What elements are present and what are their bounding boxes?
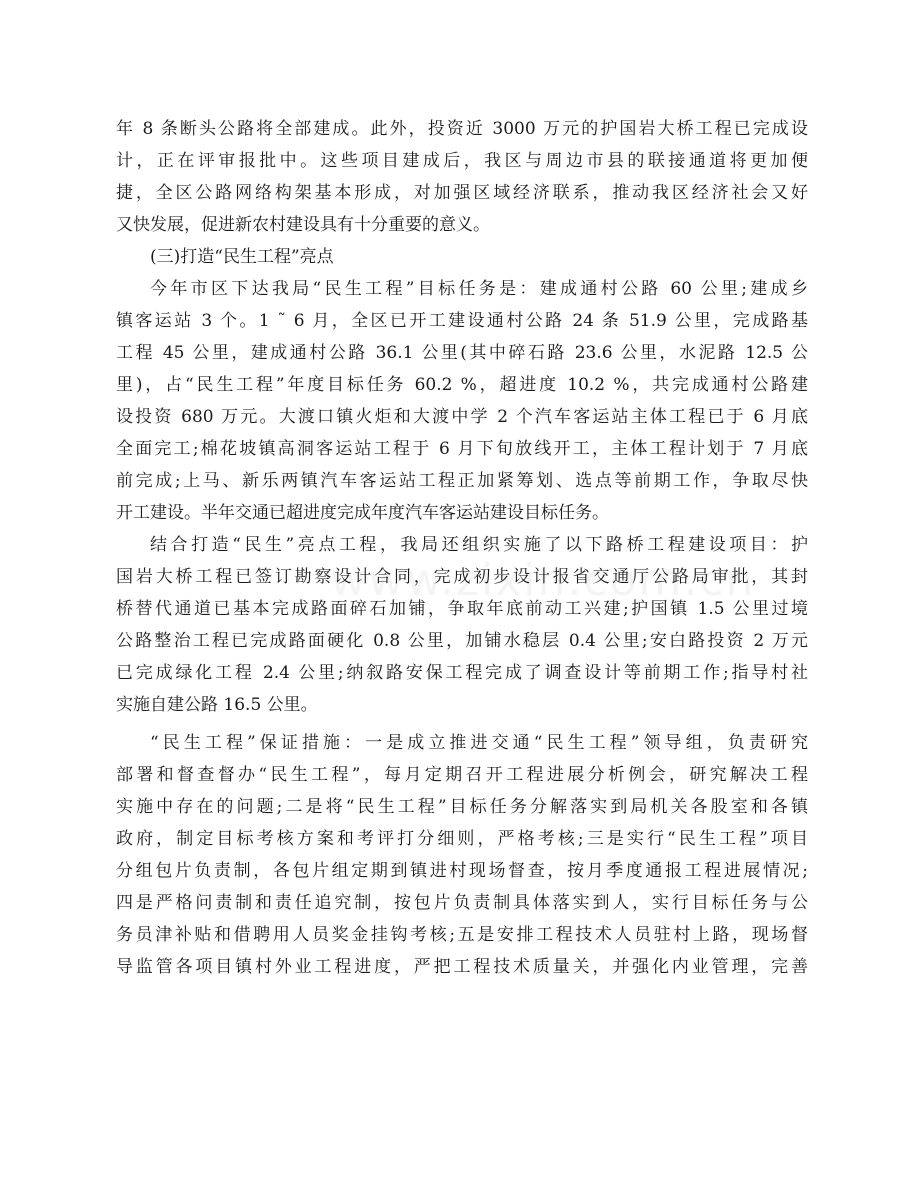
section-heading — [116, 241, 808, 273]
paragraph-projects — [116, 529, 808, 721]
text-line: 实施自建公路 16.5 公里。 — [116, 695, 318, 715]
text-line: 分组包片负责制，各包片组定期到镇进村现场督查，按月季度通报工程进展情况; — [116, 861, 808, 881]
heading-line: (三)打造“民生工程”亮点 — [150, 247, 334, 267]
text-line: 捷，全区公路网络构架基本形成，对加强区域经济联系，推动我区经济社会又好 — [116, 183, 808, 203]
text-line: 四是严格问责制和责任追究制，按包片负责制具体落实到人，实行目标任务与公 — [116, 893, 808, 913]
text-line: 国岩大桥工程已签订勘察设计合同，完成初步设计报省交通厅公路局审批，其封 — [116, 567, 808, 587]
text-line: 全面完工;棉花坡镇高洞客运站工程于 6 月下旬放线开工，主体工程计划于 7 月底 — [116, 439, 808, 459]
paragraph-continuation — [116, 113, 808, 241]
text-line: 导监管各项目镇村外业工程进度，严把工程技术质量关，并强化内业管理，完善 — [116, 957, 808, 977]
text-line: 桥替代通道已基本完成路面碎石加铺，争取年底前动工兴建;护国镇 1.5 公里过境 — [116, 599, 808, 619]
text-line: 公路整治工程已完成路面硬化 0.8 公里，加铺水稳层 0.4 公里;安白路投资 2 万元 — [116, 631, 808, 651]
text-line: 镇客运站 3 个。1 ˜ 6 月，全区已开工建设通村公路 24 条 51.9 公里，完成路基 — [116, 311, 808, 331]
text-line: 工程 45 公里，建成通村公路 36.1 公里(其中碎石路 23.6 公里，水泥路 12.5 公 — [116, 343, 808, 363]
text-line: 今年市区下达我局“民生工程”目标任务是：建成通村公路 60 公里;建成乡 — [150, 279, 808, 299]
text-line: 设投资 680 万元。大渡口镇火炬和大渡中学 2 个汽车客运站主体工程已于 6 月底 — [116, 407, 808, 427]
text-line: 年 8 条断头公路将全部建成。此外，投资近 3000 万元的护国岩大桥工程已完成设 — [116, 119, 808, 139]
paragraph-targets — [116, 273, 808, 529]
text-line: 部署和督查督办“民生工程”，每月定期召开工程进展分析例会，研究解决工程 — [116, 765, 808, 785]
paragraph-measures — [116, 727, 808, 983]
text-line: 开工建设。半年交通已超进度完成年度汽车客运站建设目标任务。 — [116, 503, 609, 523]
text-line: 前完成;上马、新乐两镇汽车客运站工程正加紧筹划、选点等前期工作，争取尽快 — [116, 471, 808, 491]
text-line: 又快发展，促进新农村建设具有十分重要的意义。 — [116, 215, 490, 235]
text-line: 实施中存在的问题;二是将“民生工程”目标任务分解落实到局机关各股室和各镇 — [116, 797, 808, 817]
text-line: 政府，制定目标考核方案和考评打分细则，严格考核;三是实行“民生工程”项目 — [116, 829, 808, 849]
text-line: 已完成绿化工程 2.4 公里;纳叙路安保工程完成了调查设计等前期工作;指导村社 — [116, 663, 808, 683]
text-line: 结合打造“民生”亮点工程，我局还组织实施了以下路桥工程建设项目：护 — [150, 535, 808, 555]
text-line: 里)，占“民生工程”年度目标任务 60.2 %，超进度 10.2 %，共完成通村公路建 — [116, 375, 808, 395]
text-line: 务员津补贴和借聘用人员奖金挂钩考核;五是安排工程技术人员驻村上路，现场督 — [116, 925, 808, 945]
text-line: “民生工程”保证措施：一是成立推进交通“民生工程”领导组，负责研究 — [150, 733, 808, 753]
text-line: 计，正在评审报批中。这些项目建成后，我区与周边市县的联接通道将更加便 — [116, 151, 808, 171]
document-body — [116, 113, 808, 983]
